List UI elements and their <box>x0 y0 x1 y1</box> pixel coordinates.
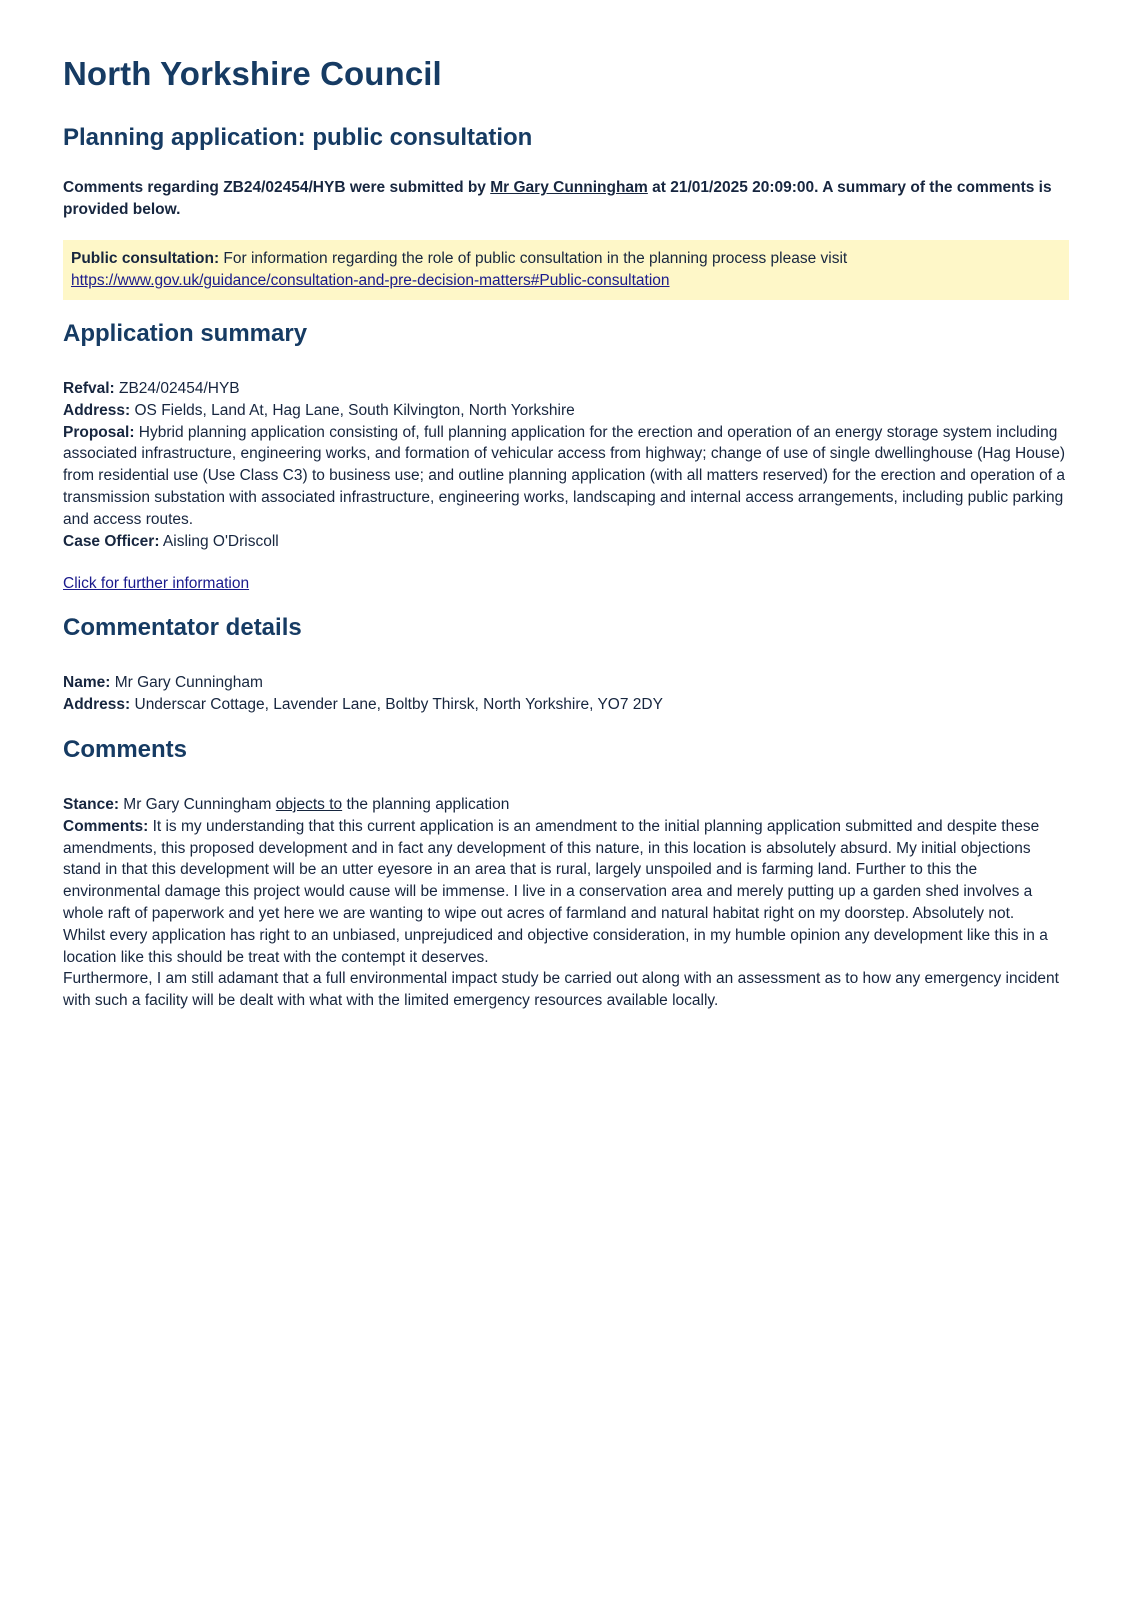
proposal-row <box>63 422 1069 531</box>
commentator-name-value: Mr Gary Cunningham <box>110 674 263 691</box>
comments-heading: Comments <box>63 736 188 763</box>
refval-value: ZB24/02454/HYB <box>114 380 240 397</box>
proposal-label: Proposal: <box>63 423 135 441</box>
notice-label: Public consultation: <box>71 250 220 267</box>
address-row <box>63 400 1069 422</box>
page-title: Planning application: public consultation <box>63 124 533 151</box>
commentator-details-block <box>63 672 1069 716</box>
stance-prefix: Mr Gary Cunningham <box>119 796 276 813</box>
notice-text: For information regarding the role of public consultation in the planning process please visit <box>219 250 848 267</box>
commentator-name-label: Name: <box>63 674 111 691</box>
application-summary-heading: Application summary <box>63 320 308 347</box>
proposal-value: Hybrid planning application consisting of, full planning application for the erection and operation of an energy storage system including associated infrastructure, engineering works, and formation of vehicular access from highway; change of use of single dwellinghouse (Hag House) from residential use (Use Class C3) to business use; and outline planning application (with all matters reserved) for the erection and operation of a transmission substation with associated infrastructure, engineering works, landscaping and internal access arrangements, including public parking and access routes. <box>63 423 1066 528</box>
public-consultation-notice <box>63 240 1069 300</box>
commentator-address-value: Underscar Cottage, Lavender Lane, Boltby Thirsk, North Yorkshire, YO7 2DY <box>130 695 663 713</box>
commentator-details-heading: Commentator details <box>63 614 302 641</box>
commentator-name-row <box>63 672 1069 694</box>
comments-paragraph-1 <box>63 816 1069 925</box>
comments-paragraph-2: Whilst every application has right to an unbiased, unprejudiced and objective consideration, in my humble opinion any development like this in a location like this should be treat with the contempt it deserves. <box>63 926 1048 966</box>
address-label: Address: <box>63 401 131 419</box>
refval-label: Refval: <box>63 380 115 397</box>
stance-row <box>63 794 1069 816</box>
intro-prefix: Comments regarding ZB24/02454/HYB were submitted by <box>63 179 491 196</box>
application-summary-block <box>63 378 1069 552</box>
stance-suffix: the planning application <box>342 796 510 813</box>
commentator-address-row <box>63 694 1069 716</box>
commentator-address-label: Address: <box>63 695 131 713</box>
guidance-link[interactable]: https://www.gov.uk/guidance/consultation-and-pre-decision-matters#Public-consultation <box>71 272 670 289</box>
case-officer-value: Aisling O'Driscoll <box>159 532 279 550</box>
comments-text-1: It is my understanding that this current application is an amendment to the initial planning application submitted and despite these amendments, this proposed development and in fact any development of this nature, in this location is absolutely absurd. My initial objections stand in that this development will be an utter eyesore in an area that is rural, largely unspoiled and is farming land. Further to this the environmental damage this project would cause will be immense. I live in a conservation area and merely putting up a garden shed involves a whole raft of paperwork and yet here we are wanting to wipe out acres of farmland and natural habitat right on my doorstep. Absolutely not. <box>63 817 1040 922</box>
further-information-link[interactable]: Click for further information <box>63 575 250 592</box>
org-title: North Yorkshire Council <box>63 55 442 92</box>
intro-suffix: at 21/01/2025 20:09:00. A summary of the comments is provided below. <box>63 179 1052 218</box>
address-value: OS Fields, Land At, Hag Lane, South Kilvington, North Yorkshire <box>130 401 575 419</box>
case-officer-row <box>63 531 1069 553</box>
submitter-link[interactable]: Mr Gary Cunningham <box>490 179 648 196</box>
case-officer-label: Case Officer: <box>63 532 160 550</box>
refval-row <box>63 378 1069 400</box>
comments-paragraph-3: Furthermore, I am still adamant that a full environmental impact study be carried out along with an assessment as to how any emergency incident with such a facility will be dealt with what with the limited emergency resources available locally. <box>63 970 1059 1010</box>
comments-label: Comments: <box>63 817 149 835</box>
stance-value: objects to <box>275 796 343 813</box>
intro-summary <box>63 177 1069 221</box>
comments-block <box>63 794 1069 1012</box>
stance-label: Stance: <box>63 796 119 813</box>
